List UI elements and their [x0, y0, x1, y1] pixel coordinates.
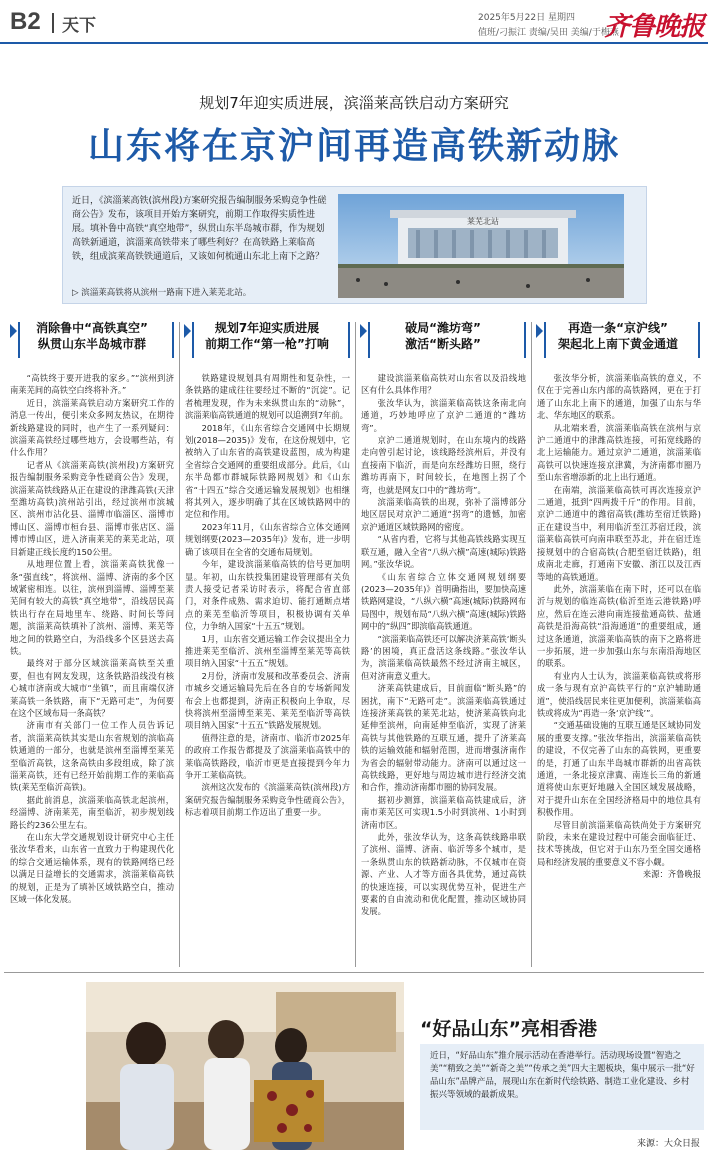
expo-photo — [86, 982, 404, 1150]
section-rule — [4, 972, 704, 973]
paragraph: 《山东省综合立体交通网规划纲要(2023—2035年)》首明确指出，要加快高速铁路网建设，“八纵六横”高速(城际)铁路网布局图中，规划布局“八纵六横”高速(城际)铁路网中的“纵四”即滨临高铁通道。 — [361, 571, 526, 632]
column-1-heading — [8, 320, 176, 364]
paragraph: 1月，山东省交通运输工作会议提出全力推进莱芜至临沂、滨州至淄博至莱芜等高铁项目纳入国家“十五五”规划。 — [185, 633, 350, 669]
column-2-heading-line-1: 规划7年迎实质进展 — [214, 321, 320, 335]
paragraph: 今年，建设滨淄莱临高铁的信号更加明显。年初，山东铁投集团建设管理部有关负责人接受记者采访时表示，将配合省直部门，对条件成熟、需求迫切、能打通断点堵点的莱芜至临沂等项目，积极协调有关单位，力争纳入国家“十五五”规划。 — [185, 559, 350, 632]
paragraph: “从省内看，它将与其他高铁线路实现互联互通，融入全省“八纵六横”高速(城际)铁路网。”张汝华说。 — [361, 534, 526, 570]
heading-arrow-icon — [536, 324, 543, 338]
paragraph: 滨淄莱临高铁的出现，弥补了淄博部分地区居民对京沪二通道“拐弯”的遗憾，加密京沪通道区域铁路网的密度。 — [361, 497, 526, 532]
issue-date: 2025年5月22日 星期四 — [478, 13, 575, 23]
column-3-heading-line-2: 激活“断头路” — [405, 337, 481, 351]
paragraph: 张汝华分析，滨淄莱临高铁的意义，不仅在于完善山东内部的高铁路网，更在于打通了山东北上南下的通道，加强了山东与华北、华东地区的联系。 — [537, 373, 701, 421]
section-name: 天下 — [62, 16, 96, 36]
paragraph: 济莱高铁建成后，目前面临“断头路”的困扰，南下“无路可走”。滨淄莱临高铁通过连接济莱高铁的莱芜北站，使济莱高铁向北延伸至滨州，向南延伸至临沂，实现了济莱高铁与其他铁路的互联互通，提升了济莱高铁的运输效能和辐射范围，进而增强济南作为省会的辐射带动能力。济南可以通过这一高铁线路，更好地与周边城市进行经济交流和合作，推动济南都市圈的协同发展。 — [361, 683, 526, 793]
column-1-heading-line-1: 消除鲁中“高铁真空” — [36, 321, 148, 335]
article-subhead: 规划7年迎实质进展，滨淄莱高铁启动方案研究 — [199, 94, 509, 112]
paragraph: 尽管目前滨淄莱临高铁尚处于方案研究阶段，未来在建设过程中可能会面临征迁、技术等挑战，但它对于山东乃至全国交通格局和经济发展的重要意义不容小觑。 — [537, 819, 701, 867]
column-1-body — [10, 372, 174, 970]
paragraph: 京沪二通道规划时，在山东境内的线路走向曾引起讨论，该线路经滨州后，并没有直接南下临沂，而是向东经潍坊日照，绕行潍坊再南下，时间较长，在地图上拐了个弯，也就是网友口中的“潍坊弯”。 — [361, 435, 526, 495]
station-sign: 莱芜北站 — [467, 217, 499, 226]
bottom-story-text: 近日，“好品山东”推介展示活动在香港举行。活动现场设置“智造之美”“精致之美”“新奇之美”“传承之美”四大主题板块，集中展示一批“好品山东”品牌产品，展现山东在新时代绘铁路、制造工业化建设、乡村振兴等领域的最新成果。 — [430, 1051, 695, 1100]
heading-arrow-icon — [10, 324, 17, 338]
paragraph: 济南市有关部门一位工作人员告诉记者，滨淄莱高铁其实是山东省规划的滨临高铁通道的一部分，也就是滨州至淄博至莱芜至临沂高铁，这条高铁由多段组成，除了滨淄莱高铁，还有已经开始前期工作的莱临高铁(莱芜至临沂高铁)。 — [10, 720, 174, 793]
column-2-heading-line-2: 前期工作“第一枪”打响 — [205, 337, 329, 351]
paragraph: “交通基础设施的互联互通是区域协同发展的重要支撑。”张汝华指出，滨淄莱临高铁的建设，不仅完善了山东的高铁网，更重要的是，打通了山东半岛城市群新的出省高铁通道，一条北接京津冀、南连长三角的新通道将使山东更好地融入全国区域发展战略，对于提升山东在全国经济格局中的地位具有积极作用。 — [537, 720, 701, 818]
paragraph: 最终对于部分区域滨淄莱高铁至关重要，但也有网友发现，这条铁路沿线没有核心城市济南或大城市“坐镇”，而且南端仅济莱高铁一条铁路，南下“无路可走”，为何要在这个区域布局一条高铁？ — [10, 658, 174, 718]
paragraph: “高铁终于要开进我的家乡。”“滨州到济南莱芜间的高铁空白终将补齐。” — [10, 373, 174, 396]
editor-credits: 值班/刁振江 责编/吴田 美编/于梅燕 — [478, 28, 619, 38]
paragraph: 在南端，滨淄莱临高铁可再次连接京沪二通道，抵到“四两拨千斤”的作用。目前，京沪二通道中的潍宿高铁(潍坊至宿迁铁路)正在建设当中，利用临沂至江苏宿迁段，滨淄莱临高铁可向南串联至苏北，并在宿迁连接规划中的合宿高铁(合肥至宿迁铁路)，组成南北走廊，打通南下安徽、浙江以及江西等地的高铁通道。 — [537, 484, 701, 582]
paragraph: 在山东大学交通规划设计研究中心主任张汝华看来，山东省一直致力于构建现代化的综合交通运输体系，现有的铁路网络已经以满足日益增长的交通需求，滨淄莱临高铁的规划，正是为了填补区域铁路空白，推动区域一体化发展。 — [10, 832, 174, 905]
paragraph: 此外，滨淄莱临在南下时，还可以在临沂与规划的临连高铁(临沂至连云港铁路)呼应，然后在连云港向南连接盐通高铁、盐通高铁是沿海高铁“沿海通道”的重要组成，通过这条通道，滨淄莱临高铁的南下之路将进一步拓展，进一步加强山东与东南沿海地区的联系。 — [537, 583, 701, 669]
column-rule — [531, 322, 532, 967]
column-2-heading — [182, 320, 352, 364]
paragraph: 滨州这次发布的《滨淄莱高铁(滨州段)方案研究报告编制服务采购竞争性磋商公告》，标志着项目前期工作迈出了重要一步。 — [185, 782, 350, 818]
column-4-heading-line-2: 架起北上南下黄金通道 — [557, 337, 678, 351]
column-rule — [179, 322, 180, 967]
photo-caption: ▷ 滨淄莱高铁将从滨州一路南下进入莱芜北站。 — [72, 288, 252, 298]
paragraph: 2月份，济南市发展和改革委员会、济南市城乡交通运输局先后在各自的专场新闻发布会上也都提到，济南正积极向上争取，尽快将滨州至淄博至莱芜、莱芜至临沂等高铁项目纳入国家“十五五”铁路发展规划。 — [185, 670, 350, 731]
column-rule — [355, 322, 356, 967]
bottom-story-title: “好品山东”亮相香港 — [420, 1018, 597, 1040]
paragraph: 有业内人士认为，滨淄莱临高铁或将形成一条与现有京沪高铁平行的“京沪辅助通道”，使沿线居民来往更加便利，滨淄莱临高铁或将成为“再造一条‘京沪线’”。 — [537, 670, 701, 718]
paragraph: 张汝华认为，滨淄莱临高铁这条南北向通道，巧妙地呼应了京沪二通道的“潍坊弯”。 — [361, 397, 526, 433]
paragraph: 建设滨淄莱临高铁对山东省以及沿线地区有什么具体作用？ — [361, 373, 526, 396]
column-3-body — [361, 372, 526, 970]
station-photo — [338, 194, 624, 298]
column-4-heading-line-1: 再造一条“京沪线” — [568, 321, 668, 335]
article-source: 来源：齐鲁晚报 — [642, 869, 701, 880]
page-number: B2 — [10, 8, 41, 35]
header-divider — [52, 13, 54, 33]
heading-arrow-icon — [184, 324, 191, 338]
paragraph: “滨淄莱临高铁还可以解决济莱高铁‘断头路’的困境，真正盘活这条线路。”张汝华认为，滨淄莱临高铁最然不经过济南主城区，但对济南意义重大。 — [361, 633, 526, 681]
column-4-heading — [534, 320, 702, 364]
page-header — [0, 0, 708, 44]
column-4-body — [537, 372, 701, 970]
paragraph: 从地理位置上看，滨淄莱高铁犹像一条“强直线”，将滨州、淄博、济南的多个区域紧密相连。以往，滨州到淄博、淄博至莱芜间有较大的高铁“真空地带”，沿线居民高铁出行存在局地里车、绕路、时间长等问题，滨淄莱高铁填补了滨州、淄博、莱芜等地之间的铁路空白，为沿线多个区县送去高铁。 — [10, 559, 174, 656]
column-2-body — [185, 372, 350, 970]
column-3-heading-line-1: 破局“潍坊弯” — [405, 321, 481, 335]
bottom-story-source: 来源：大众日报 — [636, 1139, 700, 1149]
column-1-heading-line-2: 纵贯山东半岛城市群 — [37, 337, 146, 351]
paragraph: 2018年，《山东省综合交通网中长期规划(2018—2035)》发布，在这份规划中，它被纳入了山东省的高铁建设蓝图，成为构建全省综合交通网的重要组成部分。此后，《山东半岛都市群城际铁路网规划》和《山东省“十四五”综合交通运输发展规划》也相继将其列入，逐步明确了其在区域铁路网中的定位和作用。 — [185, 422, 350, 520]
paragraph: 近日，滨淄莱高铁启动方案研究工作的消息一传出，便引来众多网友热议，在期待新线路建设的同时，也产生了一系列疑问：滨淄莱高铁经过哪些地方，会设哪些站，有什么作用？ — [10, 397, 174, 458]
masthead-logo: 齐鲁晚报 — [604, 12, 705, 42]
paragraph: 从北端来看，滨淄莱临高铁在滨州与京沪二通道中的津潍高铁连接，可拓宽线路的北上运输能力。通过京沪二通道，滨淄莱临高铁可以快速连接京津冀，为济南都市圈乃至山东省增添新的北上出行通道。 — [537, 422, 701, 483]
lead-paragraph: 近日，《滨淄莱高铁(滨州段)方案研究报告编制服务采购竞争性磋商公告》发布，该项目开始方案研究，前期工作取得实质性进展。填补鲁中高铁“真空地带”，纵贯山东半岛城市群，作为规划高铁新通道，滨淄莱高铁带来了哪些利好？在高铁路上莱临高铁，组成滨莱高铁铁通道后，又该如何梳通山东北上南下之路？ — [72, 196, 327, 262]
paragraph: 值得注意的是，济南市、临沂市2025年的政府工作报告都提及了滨淄莱临高铁中的莱临高铁路段，临沂市更是直接提到今年力争开工莱临高铁。 — [185, 732, 350, 780]
paragraph: 据此前消息，滨淄莱临高铁北起滨州，经淄博、济南莱芜，南至临沂，初步规划线路长约236公里左右。 — [10, 794, 174, 830]
paragraph: 此外，张汝华认为，这条高铁线路串联了滨州、淄博、济南、临沂等多个城市，是一条纵贯山东的铁路新动脉，不仅城市在资源、产业、人才等方面各具优势，通过高铁的快速连接，可以实现优势互补，促进生产要素的自由流动和优化配置，推动区域协同发展。 — [361, 832, 526, 917]
article-headline: 山东将在京沪间再造高铁新动脉 — [87, 126, 620, 167]
paragraph: 据初步测算，滨淄莱临高铁建成后，济南市莱芜区可实现1.5小时到滨州、1小时到济南市区。 — [361, 794, 526, 830]
paragraph: 2023年11月，《山东省综合立体交通网规划纲要(2023—2035年)》发布，进一步明确了该项目在全省的交通布局规划。 — [185, 521, 350, 557]
paragraph: 记者从《滨淄莱高铁(滨州段)方案研究报告编制服务采购竞争性磋商公告》发现，滨淄莱高铁线路从正在建设的津潍高铁(天津至潍坊高铁)滨州站引出，经过滨州市滨城区、滨州市沾化县、淄博市临淄区、淄博市博山区、淄博市桓台县、淄博市张店区、淄博市博山区，进入济南莱芜的莱芜北站，项目新建正线长度约150公里。 — [10, 459, 174, 557]
paragraph: 铁路建设规划具有周期性和复杂性，一条铁路的建成往往要经过不断的“沉淀”。记者梳理发现，作为未来纵贯山东的“动脉”，滨淄莱临高铁通道的规划可以追溯到7年前。 — [185, 373, 350, 421]
column-3-heading — [358, 320, 528, 364]
heading-arrow-icon — [360, 324, 367, 338]
